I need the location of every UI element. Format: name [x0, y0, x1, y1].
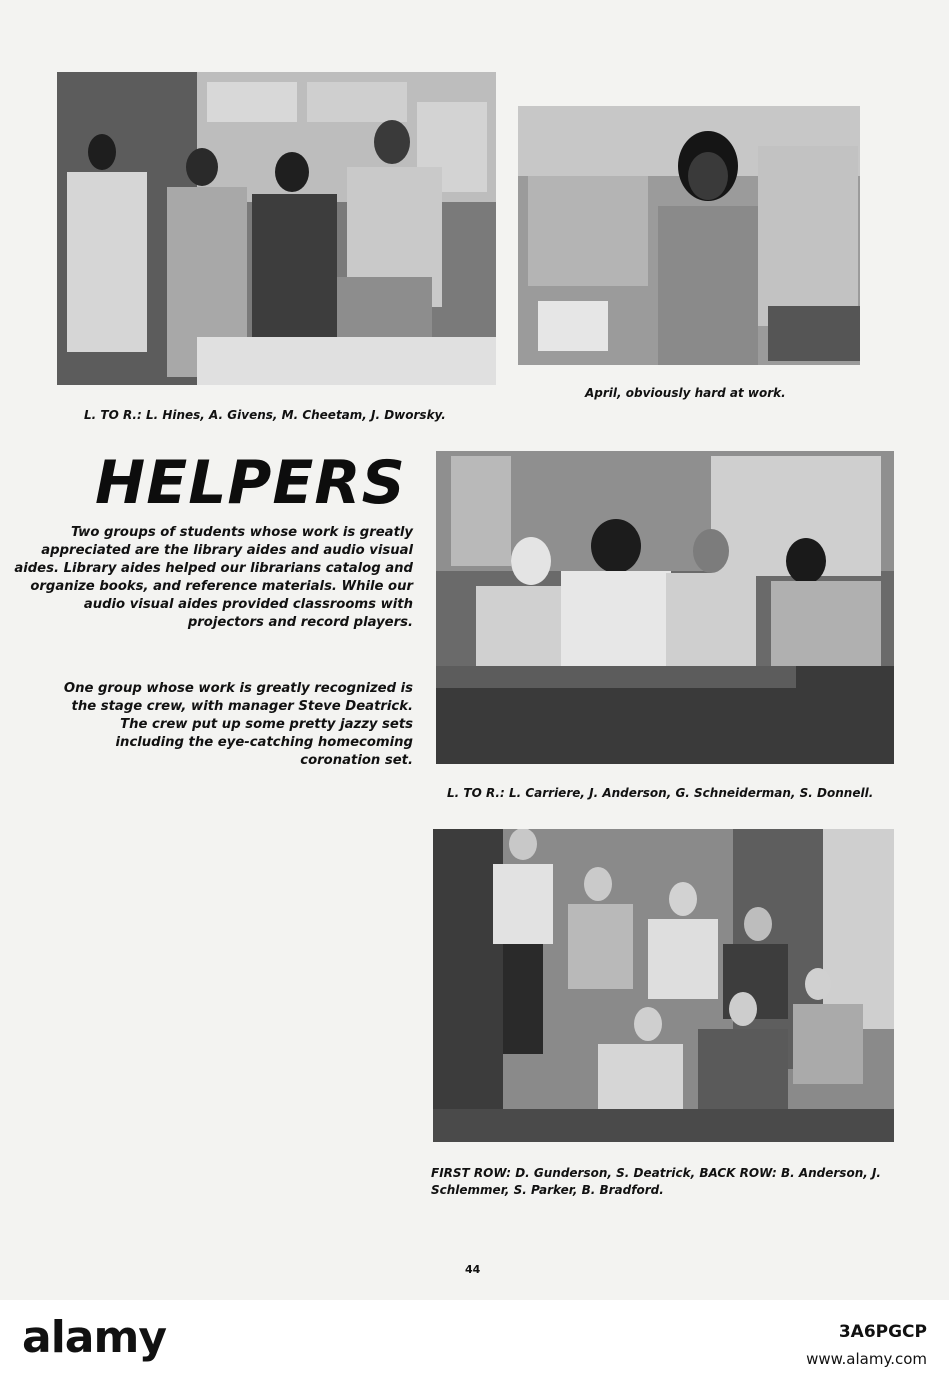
photo-library-aides	[57, 72, 496, 385]
footer-url: www.alamy.com	[806, 1350, 927, 1368]
photo-1-caption: L. TO R.: L. Hines, A. Givens, M. Cheetam, J. Dworsky.	[84, 408, 446, 422]
photo-3-caption: L. TO R.: L. Carriere, J. Anderson, G. Schneiderman, S. Donnell.	[447, 786, 874, 800]
photo-april	[518, 106, 860, 365]
image-id: 3A6PGCP	[838, 1322, 927, 1342]
stage-crew-paragraph: One group whose work is greatly recognized is the stage crew, with manager Steve Deatrick. The crew put up some pretty jazzy sets including the eye-catching homecoming coronation set.	[63, 681, 413, 768]
page-title: HELPERS	[95, 448, 406, 518]
photo-4-caption-line1: FIRST ROW: D. Gunderson, S. Deatrick, BACK ROW: B. Anderson, J.	[431, 1166, 881, 1180]
photo-av-aides	[436, 451, 894, 764]
page-number: 44	[465, 1263, 481, 1276]
brand-logo: alamy	[22, 1312, 166, 1363]
intro-paragraph: Two groups of students whose work is greatly appreciated are the library aides and audio visual aides. Library aides helped our librarians catalog and organize books, and reference materials. While our audio visual aides provided classrooms with projectors and record players.	[14, 525, 413, 630]
photo-4-caption-line2: Schlemmer, S. Parker, B. Bradford.	[431, 1183, 664, 1197]
photo-2-caption: April, obviously hard at work.	[585, 386, 786, 400]
photo-stage-crew	[433, 829, 894, 1142]
